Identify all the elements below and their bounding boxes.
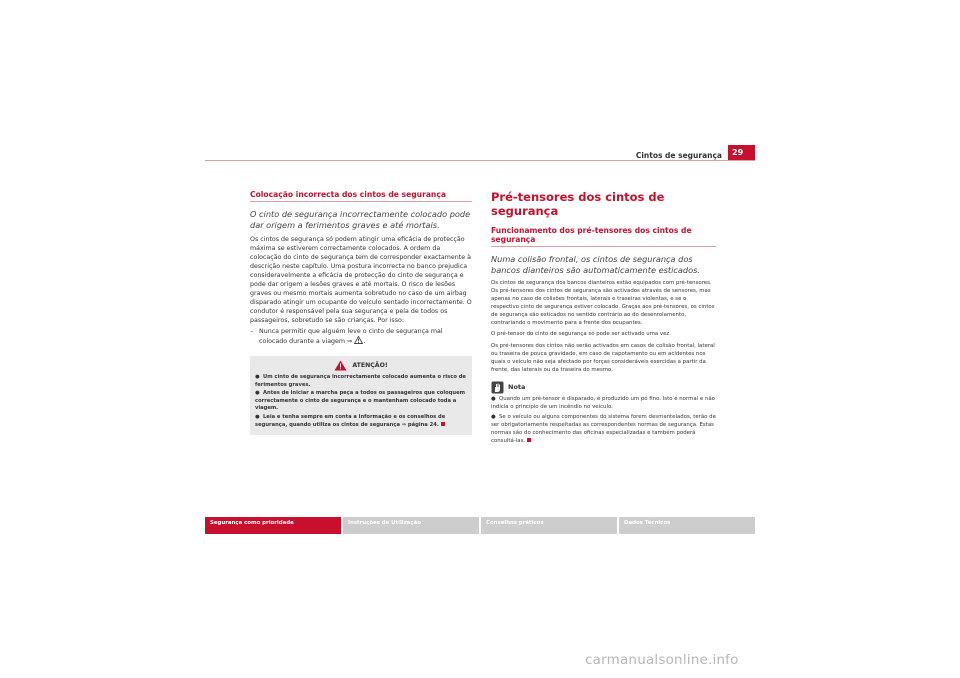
tab-conselhos[interactable]: Conselhos práticos	[481, 517, 617, 534]
right-heading: Funcionamento dos pré-tensores dos cintos de segurança	[491, 226, 716, 247]
section-header: Cintos de segurança	[635, 151, 722, 160]
note-title: Nota	[508, 383, 526, 392]
right-paragraph: Os pré-tensores dos cintos não serão activados em casos de colisão frontal, lateral ou traseira de pouca gravidade, em caso de capotamento ou em acidentes nos quais o veículo não seja afectado por forças consideráveis exercidas a partir da frente, das laterais ou da traseira do mesmo.	[491, 343, 715, 374]
note-header	[491, 381, 716, 394]
warning-title: ATENÇÃO!	[352, 362, 388, 369]
page-number: 29	[728, 145, 755, 160]
left-body: Os cintos de segurança só podem atingir uma eficácia de protecção máxima se estiverem correctamente colocados. A ordem da colocação do cinto de segurança tem de corresponder exactamente à descrição neste capítulo. Uma postura incorrecta no banco prejudica consideravelmente a eficácia de protecção do cinto de segurança e pode dar origem a lesões graves e até mortais. O risco de lesões graves ou mesmo mortais aumenta sobretudo no caso de um airbag disparado atingir um ocupante do veículo sentado incorrectamente. O condutor é responsável pela sua segurança e pela de todos os passageiros, sobretudo se são crianças. Por isso:	[250, 236, 472, 324]
warning-header	[255, 360, 467, 371]
tab-dados-tecnicos[interactable]: Dados Técnicos	[619, 517, 755, 534]
dash-bullet: –	[250, 328, 254, 335]
warning-item: ● Um cinto de segurança incorrectamente colocado aumenta o risco de ferimentos graves.	[255, 374, 466, 388]
warning-icon	[334, 360, 347, 371]
tab-seguranca[interactable]: Segurança como prioridade	[205, 517, 341, 534]
warning-item: ● Leia e tenha sempre em conta a informação e os conselhos de segurança, quando utiliza os cintos de segurança ⇒ página 24.	[255, 413, 446, 428]
end-marker	[441, 422, 445, 426]
right-column	[491, 190, 716, 447]
right-paragraph: O pré-tensor do cinto de segurança só pode ser activado uma vez.	[491, 331, 671, 338]
left-column	[250, 190, 472, 435]
warning-item: ● Antes de iniciar a marcha peça a todos os passageiros que coloquem correctamente o cinto de segurança e o mantenham colocado toda a viagem.	[255, 390, 465, 412]
footer-tabs	[205, 517, 755, 534]
note-item: ● Se o veículo ou alguns componentes do sistema forem desmantelados, terão de ser obrigatoriamente respeitadas as correspondentes normas de segurança. Estas normas são do conhecimento das oficinas especializadas e também poderá consultá-las.	[491, 413, 716, 444]
note-item: ● Quando um pré-tensor é disparado, é produzido um pó fino. Isto é normal e não indicia o princípio de um incêndio no veículo.	[491, 395, 715, 410]
instruction-text: Nunca permitir que alguém leve o cinto de segurança mal colocado durante a viagem ⇒	[259, 328, 443, 345]
watermark: carmanualsonline.info	[585, 652, 739, 668]
tab-instrucoes[interactable]: Instruções de Utilização	[343, 517, 479, 534]
left-heading: Colocação incorrecta dos cintos de segurança	[250, 190, 472, 202]
warning-triangle-icon	[354, 336, 363, 344]
end-marker	[527, 438, 531, 442]
right-paragraph: Os cintos de segurança dos bancos dianteiros estão equipados com pré-tensores. Os pré-tensores dos cintos de segurança são activados através de sensores, mas apenas no caso de colisões frontais, laterais e traseiras violentas, e se o respectivo cinto de segurança estiver colocado. Graças aos pré-tensores, os cintos de segurança são esticados no sentido contrário ao do desenrolamento, contrariando o movimento para a frente dos ocupantes.	[491, 280, 715, 326]
instruction-item: – Nunca permitir que alguém leve o cinto de segurança mal colocado durante a viagem ⇒ .	[250, 328, 443, 345]
hand-note-icon	[491, 381, 504, 394]
header-rule	[205, 160, 755, 161]
right-title: Pré-tensores dos cintos de segurança	[491, 190, 665, 218]
warning-box	[250, 356, 472, 435]
right-lead: Numa colisão frontal, os cintos de segurança dos bancos dianteiros são automaticamente esticados.	[491, 254, 700, 275]
left-lead: O cinto de segurança incorrectamente colocado pode dar origem a ferimentos graves e até mortais.	[250, 209, 471, 230]
